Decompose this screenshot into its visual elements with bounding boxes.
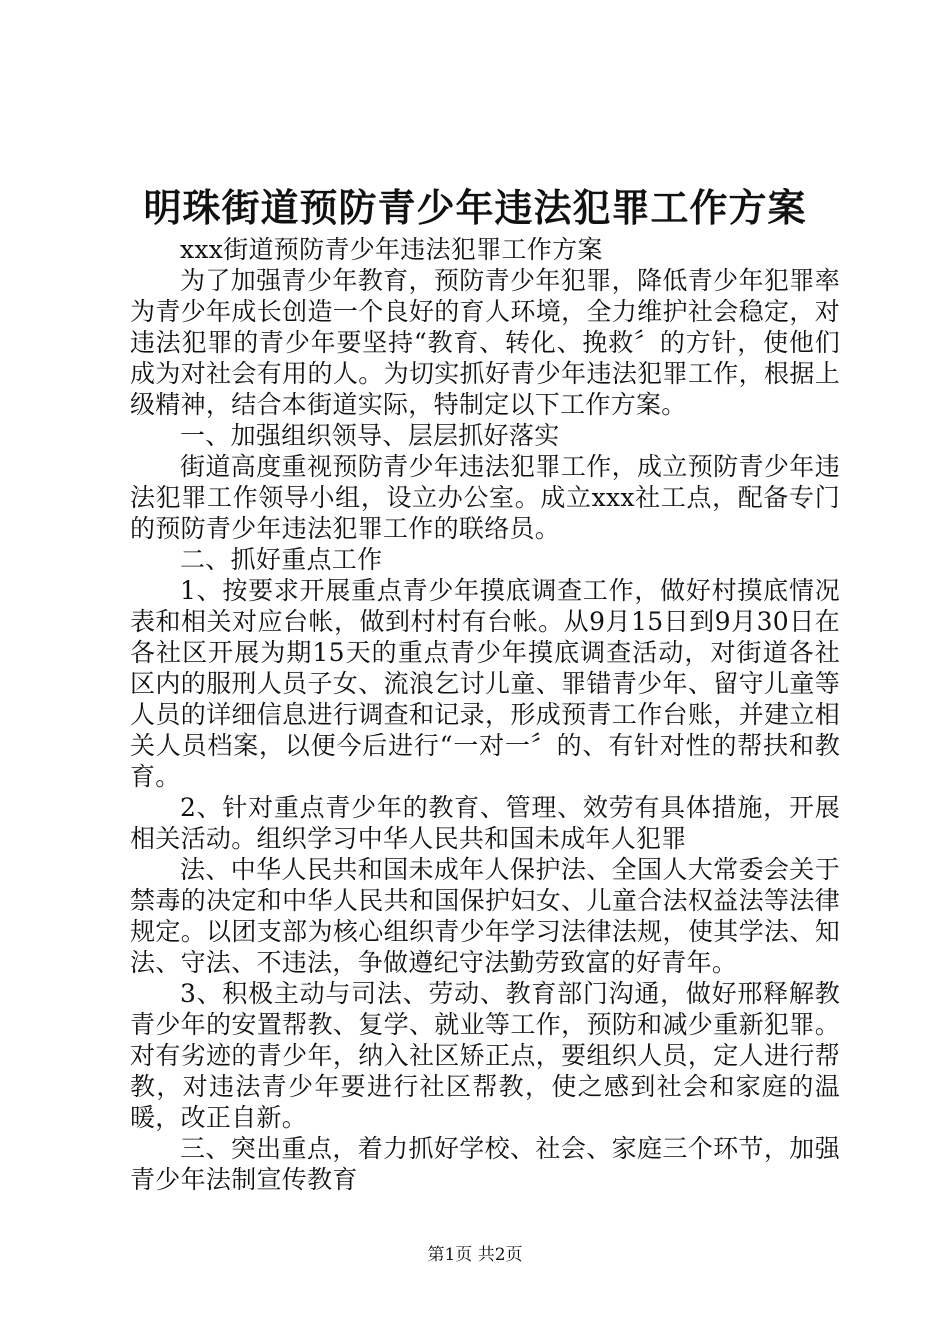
document-body <box>130 234 840 1195</box>
section-heading-1: 一、加强组织领导、层层抓好落实 <box>180 421 560 450</box>
section-heading-3: 三、突出重点，着力抓好学校、社会、家庭三个环节，加强青少年法制宣传教育 <box>130 1134 840 1194</box>
paragraph-item-2: 2、针对重点青少年的教育、管理、效劳有具体措施，开展相关活动。组织学习中华人民共和国未成年人犯罪 <box>130 793 840 853</box>
paragraph-subtitle: xxx街道预防青少年违法犯罪工作方案 <box>180 235 603 264</box>
section-heading-2: 二、抓好重点工作 <box>180 545 383 574</box>
paragraph-item-1: 1、按要求开展重点青少年摸底调查工作，做好村摸底情况表和相关对应台帐，做到村村有台帐。从9月15日到9月30日在各社区开展为期15天的重点青少年摸底调查活动，对街道各社区内的服刑人员子女、流浪乞讨儿童、罪错青少年、留守儿童等人员的详细信息进行调查和记录，形成预青工作台账，并建立相关人员档案，以便今后进行“一对一〞的、有针对性的帮扶和教育。 <box>130 576 840 791</box>
page-indicator: 第1页 共2页 <box>427 1245 523 1265</box>
paragraph-intro: 为了加强青少年教育，预防青少年犯罪，降低青少年犯罪率为青少年成长创造一个良好的育人环境，全力维护社会稳定，对违法犯罪的青少年要坚持“教育、转化、挽救〞的方针，使他们成为对社会有用的人。为切实抓好青少年违法犯罪工作，根据上级精神，结合本街道实际，特制定以下工作方案。 <box>130 266 840 419</box>
document-title: 明珠街道预防青少年违法犯罪工作方案 <box>143 185 807 230</box>
paragraph-item-2-cont: 法、中华人民共和国未成年人保护法、全国人大常委会关于禁毒的决定和中华人民共和国保护妇女、儿童合法权益法等法律规定。以团支部为核心组织青少年学习法律法规，使其学法、知法、守法、不违法，争做遵纪守法勤劳致富的好青年。 <box>130 855 840 977</box>
paragraph-section-1: 街道高度重视预防青少年违法犯罪工作，成立预防青少年违法犯罪工作领导小组，设立办公室。成立xxx社工点，配备专门的预防青少年违法犯罪工作的联络员。 <box>130 452 840 543</box>
paragraph-item-3: 3、积极主动与司法、劳动、教育部门沟通，做好邢释解教青少年的安置帮教、复学、就业等工作，预防和减少重新犯罪。对有劣迹的青少年，纳入社区矫正点，要组织人员，定人进行帮教，对违法青少年要进行社区帮教，使之感到社会和家庭的温暖，改正自新。 <box>130 979 840 1132</box>
